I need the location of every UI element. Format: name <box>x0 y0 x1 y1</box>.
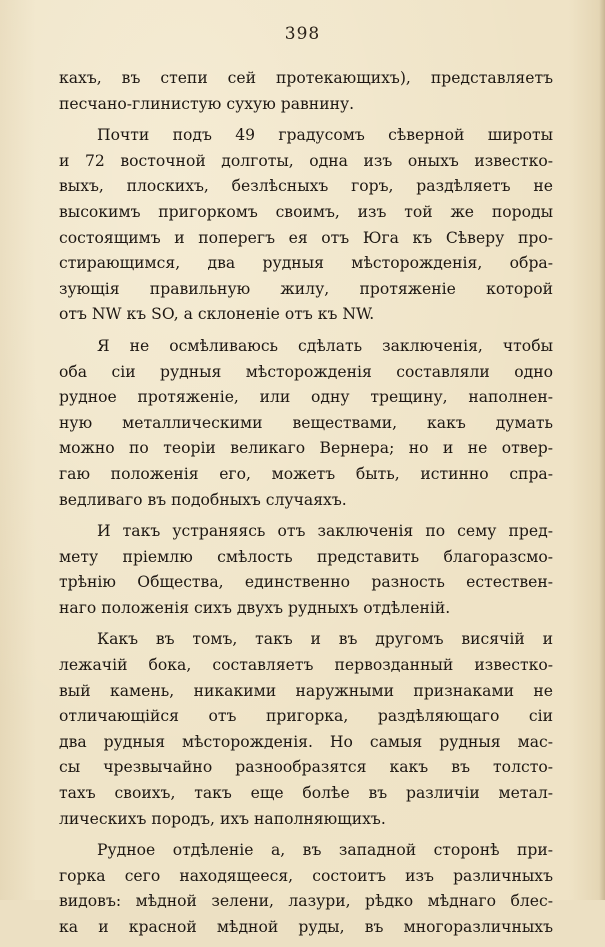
text-line: Почти подъ 49 градусомъ сѣверной широты <box>97 126 553 145</box>
page-number: 398 <box>284 24 321 44</box>
text-line: отличающійся отъ пригорка, раздѣляющаго сіи <box>59 707 553 726</box>
text-line: песчано-глинистую сухую равнину. <box>59 94 355 113</box>
text-line: зующія правильную жилу, протяженіе которой <box>59 279 553 298</box>
text-line: наго положенія сихъ двухъ рудныхъ отдѣленій. <box>59 598 451 617</box>
text-line: Рудное отдѣленіе а, въ западной сторонѣ при- <box>97 841 553 860</box>
text-line: отъ NW къ SO, а склоненіе отъ къ NW. <box>59 305 375 324</box>
text-line: Какъ въ томъ, такъ и въ другомъ висячій и <box>97 630 553 649</box>
text-line: стирающимся, два рудныя мѣсторожденія, обра- <box>59 254 553 273</box>
paragraph <box>59 519 553 621</box>
page-edge-shadow <box>599 0 605 900</box>
text-line: вый камень, никакими наружными признаками не <box>59 681 553 700</box>
paragraph <box>59 66 553 117</box>
text-line: высокимъ пригоркомъ своимъ, изъ той же породы <box>59 202 553 221</box>
text-line: лическихъ породъ, ихъ наполняющихъ. <box>59 809 386 828</box>
text-line: выхъ, плоскихъ, безлѣсныхъ горъ, раздѣляетъ не <box>59 177 553 196</box>
paragraph <box>59 627 553 832</box>
text-line: и 72 восточной долготы, одна изъ оныхъ известко- <box>59 151 553 170</box>
paragraph <box>59 838 553 940</box>
paragraph <box>59 123 553 328</box>
text-line: Я не осмѣливаюсь сдѣлать заключенія, чтобы <box>97 336 553 355</box>
body-text <box>59 66 553 947</box>
text-line: два рудныя мѣсторожденія. Но самыя рудныя мас- <box>59 732 553 751</box>
text-line: можно по теоріи великаго Вернера; но и не отвер- <box>59 439 553 458</box>
text-line: гаю положенія его, можетъ быть, истинно спра- <box>59 464 553 483</box>
text-line: И такъ устраняясь отъ заключенія по сему пред- <box>97 522 553 541</box>
text-line: состоящимъ и поперегъ ея отъ Юга къ Сѣверу про- <box>59 228 553 247</box>
text-line: мету пріемлю смѣлость представить благоразсмо- <box>59 547 553 566</box>
paragraph <box>59 334 553 513</box>
text-line: ка и красной мѣдной руды, въ многоразличныхъ <box>59 918 553 936</box>
text-line: рудное протяженіе, или одну трещину, наполнен- <box>59 388 553 407</box>
text-line: сы чрезвычайно разнообразятся какъ въ толсто- <box>59 758 553 777</box>
text-line: ную металлическими веществами, какъ думать <box>59 413 553 432</box>
text-line: тахъ своихъ, такъ еще болѣе въ различіи метал- <box>59 784 553 803</box>
text-line: кахъ, въ степи сей протекающихъ), представляетъ <box>59 69 553 87</box>
text-line: оба сіи рудныя мѣсторожденія составляли одно <box>59 362 553 381</box>
text-line: видовъ: мѣдной зелени, лазури, рѣдко мѣднаго блес- <box>59 892 553 911</box>
text-line: ведливаго въ подобныхъ случаяхъ. <box>59 490 347 509</box>
text-line: трѣнію Общества, единственно разность естествен- <box>59 573 553 592</box>
text-line: лежачій бока, составляетъ первозданный известко- <box>59 656 553 675</box>
text-line: горка сего находящееся, состоитъ изъ различныхъ <box>59 866 553 885</box>
